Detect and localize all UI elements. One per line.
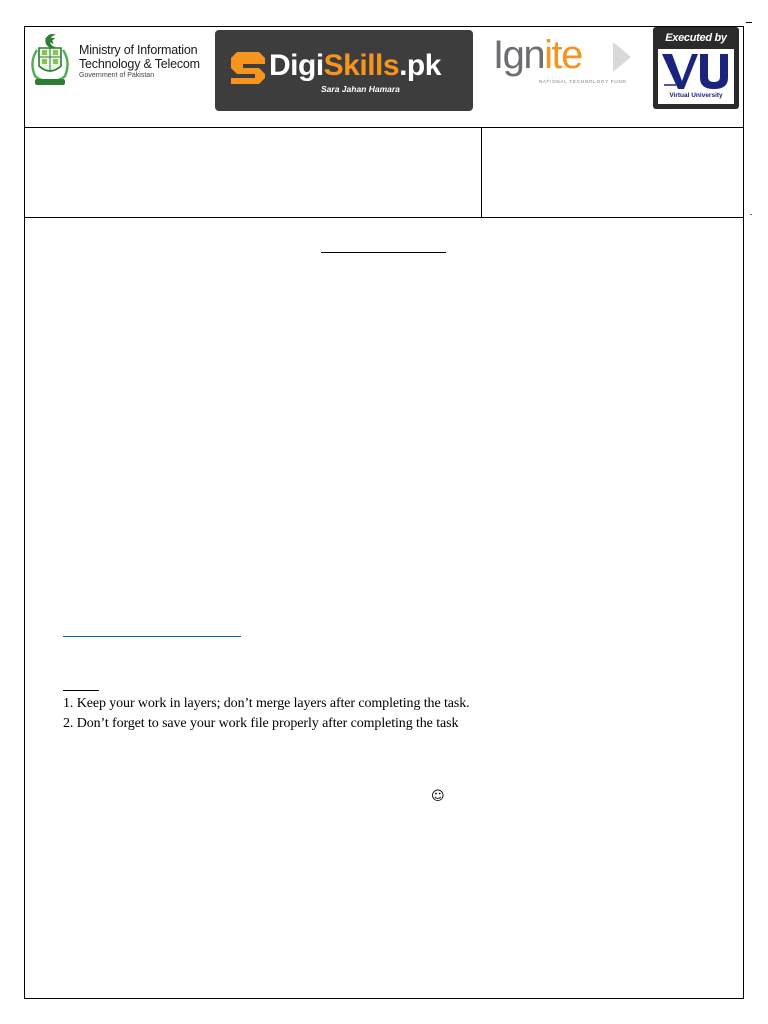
logo-header xyxy=(25,27,743,128)
vu-logo xyxy=(653,27,739,109)
vu-name: Virtual University xyxy=(669,92,723,99)
digiskills-tagline: Sara Jahan Hamara xyxy=(321,84,400,94)
title-underline xyxy=(321,252,446,253)
digiskills-word-skills: Skills xyxy=(323,49,400,82)
note-heading-underline xyxy=(63,690,99,691)
vu-monogram-icon xyxy=(660,51,732,91)
digiskills-wordmark xyxy=(269,50,441,82)
digiskills-word-digi: Digi xyxy=(269,49,324,82)
digiskills-word-pk: .pk xyxy=(399,49,441,82)
note-item-1: 1. Keep your work in layers; don’t merge layers after completing the task. xyxy=(63,696,470,711)
ignite-word-ign: Ign xyxy=(493,33,545,77)
info-row-divider xyxy=(481,127,482,217)
ministry-text xyxy=(79,43,200,81)
smiley-icon: ☺ xyxy=(431,789,445,804)
ignite-logo xyxy=(493,32,643,92)
vu-badge xyxy=(658,49,734,104)
ministry-line-2: Technology & Telecom xyxy=(79,57,200,71)
page-corner-mark xyxy=(746,22,752,23)
note-item-2: 2. Don’t forget to save your work file properly after completing the task xyxy=(63,716,459,731)
ignite-subtitle: NATIONAL TECHNOLOGY FUND xyxy=(539,79,627,84)
digiskills-s-icon xyxy=(229,48,267,86)
ministry-logo xyxy=(27,32,217,92)
ignite-wordmark xyxy=(493,32,582,78)
digiskills-logo xyxy=(215,30,473,111)
document-frame xyxy=(24,26,744,999)
ministry-line-3: Government of Pakistan xyxy=(79,72,155,79)
ignite-word-ite: ite xyxy=(544,33,582,77)
pakistan-emblem-icon xyxy=(27,32,73,88)
info-row xyxy=(25,127,743,218)
ministry-line-1: Ministry of Information xyxy=(79,43,198,57)
link-underline[interactable] xyxy=(63,636,241,637)
vu-executed-by: Executed by xyxy=(665,32,727,44)
ignite-arrow-icon xyxy=(611,40,633,74)
page-edge-mark xyxy=(750,214,752,215)
